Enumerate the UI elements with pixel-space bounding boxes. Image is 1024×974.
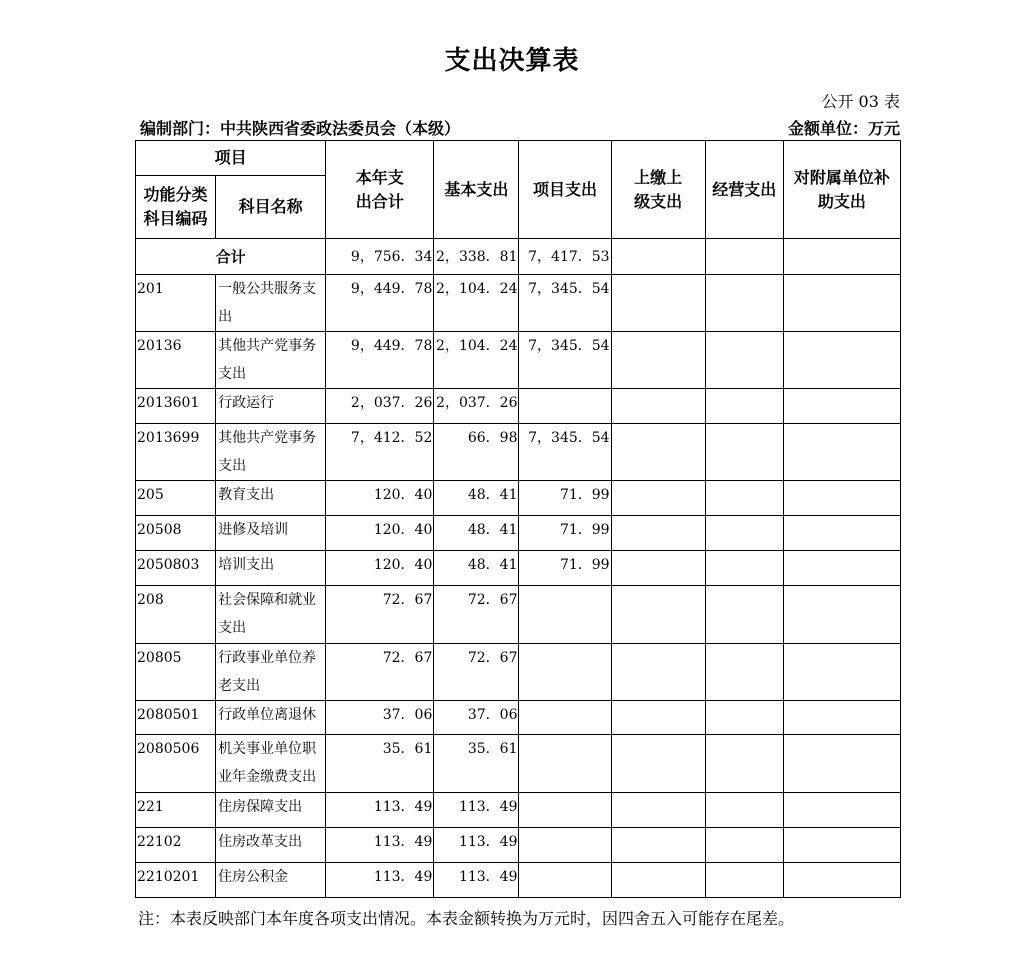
- subject-name-cell: 教育支出: [216, 481, 326, 516]
- upper-cell: [611, 644, 705, 701]
- code-cell: 2210201: [136, 863, 216, 898]
- basic-cell: 113．49: [434, 828, 519, 863]
- subject-name-cell: 其他共产党事务支出: [216, 424, 326, 481]
- total-cell: 120．40: [326, 551, 434, 586]
- total-label: 合计: [136, 239, 326, 275]
- table-row: [136, 701, 901, 735]
- basic-cell: 72．67: [434, 644, 519, 701]
- upper-cell: [611, 735, 705, 793]
- business-cell: [705, 793, 783, 828]
- code-cell: 2013699: [136, 424, 216, 481]
- upper-cell: [611, 828, 705, 863]
- business-cell: [705, 389, 783, 424]
- code-cell: 2080506: [136, 735, 216, 793]
- basic-cell: 2，104．24: [434, 275, 519, 332]
- upper-cell: [611, 332, 705, 389]
- subject-name-cell: 住房保障支出: [216, 793, 326, 828]
- subject-name-cell: 其他共产党事务支出: [216, 332, 326, 389]
- total-cell: 72．67: [326, 644, 434, 701]
- total-cell: 113．49: [326, 828, 434, 863]
- code-cell: 20805: [136, 644, 216, 701]
- total-subsidy: [783, 239, 900, 275]
- business-cell: [705, 551, 783, 586]
- subject-name-cell: 培训支出: [216, 551, 326, 586]
- table-row: [136, 551, 901, 586]
- subject-name-cell: 住房改革支出: [216, 828, 326, 863]
- upper-cell: [611, 424, 705, 481]
- total-cell: 7，412．52: [326, 424, 434, 481]
- code-cell: 20508: [136, 516, 216, 551]
- subsidy-cell: [783, 424, 900, 481]
- total-cell: 9，449．78: [326, 275, 434, 332]
- code-cell: 201: [136, 275, 216, 332]
- business-cell: [705, 424, 783, 481]
- subject-name-cell: 行政事业单位养老支出: [216, 644, 326, 701]
- upper-cell: [611, 389, 705, 424]
- project-cell: 71．99: [519, 551, 611, 586]
- project-cell: [519, 735, 611, 793]
- subsidy-cell: [783, 551, 900, 586]
- table-row: [136, 793, 901, 828]
- page-title: 支出决算表: [444, 46, 580, 76]
- subject-name-cell: 行政运行: [216, 389, 326, 424]
- total-amount: 9，756．34: [326, 239, 434, 275]
- table-row: [136, 735, 901, 793]
- upper-cell: [611, 863, 705, 898]
- total-cell: 9，449．78: [326, 332, 434, 389]
- business-cell: [705, 275, 783, 332]
- code-cell: 2080501: [136, 701, 216, 735]
- basic-cell: 2，104．24: [434, 332, 519, 389]
- code-cell: 20136: [136, 332, 216, 389]
- business-cell: [705, 516, 783, 551]
- project-cell: [519, 586, 611, 644]
- code-cell: 208: [136, 586, 216, 644]
- business-cell: [705, 735, 783, 793]
- basic-cell: 2，037．26: [434, 389, 519, 424]
- total-upper: [611, 239, 705, 275]
- code-cell: 221: [136, 793, 216, 828]
- basic-cell: 37．06: [434, 701, 519, 735]
- footnote: 注：本表反映部门本年度各项支出情况。本表金额转换为万元时，因四舍五入可能存在尾差。: [138, 909, 795, 928]
- project-cell: [519, 863, 611, 898]
- header-upper: 上缴上级支出: [611, 141, 705, 239]
- upper-cell: [611, 275, 705, 332]
- business-cell: [705, 332, 783, 389]
- header-func-code: 功能分类科目编码: [136, 176, 216, 239]
- project-cell: 7，345．54: [519, 332, 611, 389]
- department-label: 编制部门：中共陕西省委政法委员会（本级）: [140, 119, 461, 138]
- header-project-expense: 项目支出: [519, 141, 611, 239]
- subject-name-cell: 进修及培训: [216, 516, 326, 551]
- basic-cell: 48．41: [434, 551, 519, 586]
- upper-cell: [611, 586, 705, 644]
- subsidy-cell: [783, 863, 900, 898]
- business-cell: [705, 828, 783, 863]
- total-basic: 2，338．81: [434, 239, 519, 275]
- subsidy-cell: [783, 516, 900, 551]
- table-row: [136, 332, 901, 389]
- upper-cell: [611, 516, 705, 551]
- business-cell: [705, 481, 783, 516]
- basic-cell: 72．67: [434, 586, 519, 644]
- basic-cell: 48．41: [434, 516, 519, 551]
- expenditure-table: [135, 140, 901, 898]
- code-cell: 2013601: [136, 389, 216, 424]
- subject-name-cell: 住房公积金: [216, 863, 326, 898]
- project-cell: 71．99: [519, 516, 611, 551]
- total-cell: 2，037．26: [326, 389, 434, 424]
- total-cell: 37．06: [326, 701, 434, 735]
- total-cell: 120．40: [326, 516, 434, 551]
- subsidy-cell: [783, 481, 900, 516]
- project-cell: [519, 389, 611, 424]
- business-cell: [705, 586, 783, 644]
- subsidy-cell: [783, 644, 900, 701]
- table-row: [136, 389, 901, 424]
- total-cell: 35．61: [326, 735, 434, 793]
- header-subsidy: 对附属单位补助支出: [783, 141, 900, 239]
- basic-cell: 113．49: [434, 793, 519, 828]
- table-row: [136, 275, 901, 332]
- header-subject-name: 科目名称: [216, 176, 326, 239]
- upper-cell: [611, 701, 705, 735]
- table-row: [136, 828, 901, 863]
- project-cell: [519, 828, 611, 863]
- upper-cell: [611, 551, 705, 586]
- table-row: [136, 586, 901, 644]
- project-cell: 7，345．54: [519, 275, 611, 332]
- basic-cell: 113．49: [434, 863, 519, 898]
- subsidy-cell: [783, 586, 900, 644]
- total-business: [705, 239, 783, 275]
- total-row: [136, 239, 901, 275]
- project-cell: 71．99: [519, 481, 611, 516]
- basic-cell: 35．61: [434, 735, 519, 793]
- upper-cell: [611, 793, 705, 828]
- table-row: [136, 516, 901, 551]
- subsidy-cell: [783, 275, 900, 332]
- code-cell: 205: [136, 481, 216, 516]
- project-cell: [519, 644, 611, 701]
- total-project: 7，417．53: [519, 239, 611, 275]
- subsidy-cell: [783, 701, 900, 735]
- subsidy-cell: [783, 332, 900, 389]
- subsidy-cell: [783, 389, 900, 424]
- code-cell: 22102: [136, 828, 216, 863]
- basic-cell: 66．98: [434, 424, 519, 481]
- project-cell: 7，345．54: [519, 424, 611, 481]
- total-cell: 113．49: [326, 793, 434, 828]
- header-basic: 基本支出: [434, 141, 519, 239]
- subsidy-cell: [783, 828, 900, 863]
- subject-name-cell: 社会保障和就业支出: [216, 586, 326, 644]
- subject-name-cell: 一般公共服务支出: [216, 275, 326, 332]
- subject-name-cell: 机关事业单位职业年金缴费支出: [216, 735, 326, 793]
- subsidy-cell: [783, 735, 900, 793]
- total-cell: 113．49: [326, 863, 434, 898]
- table-row: [136, 644, 901, 701]
- project-cell: [519, 793, 611, 828]
- basic-cell: 48．41: [434, 481, 519, 516]
- table-row: [136, 481, 901, 516]
- header-project: 项目: [136, 141, 326, 176]
- business-cell: [705, 701, 783, 735]
- header-business: 经营支出: [705, 141, 783, 239]
- unit-label: 金额单位：万元: [787, 119, 900, 138]
- total-cell: 72．67: [326, 586, 434, 644]
- upper-cell: [611, 481, 705, 516]
- total-cell: 120．40: [326, 481, 434, 516]
- business-cell: [705, 863, 783, 898]
- subsidy-cell: [783, 793, 900, 828]
- table-row: [136, 424, 901, 481]
- project-cell: [519, 701, 611, 735]
- header-total: 本年支出合计: [326, 141, 434, 239]
- table-row: [136, 863, 901, 898]
- form-number: 公开 03 表: [821, 92, 900, 111]
- code-cell: 2050803: [136, 551, 216, 586]
- subject-name-cell: 行政单位离退休: [216, 701, 326, 735]
- business-cell: [705, 644, 783, 701]
